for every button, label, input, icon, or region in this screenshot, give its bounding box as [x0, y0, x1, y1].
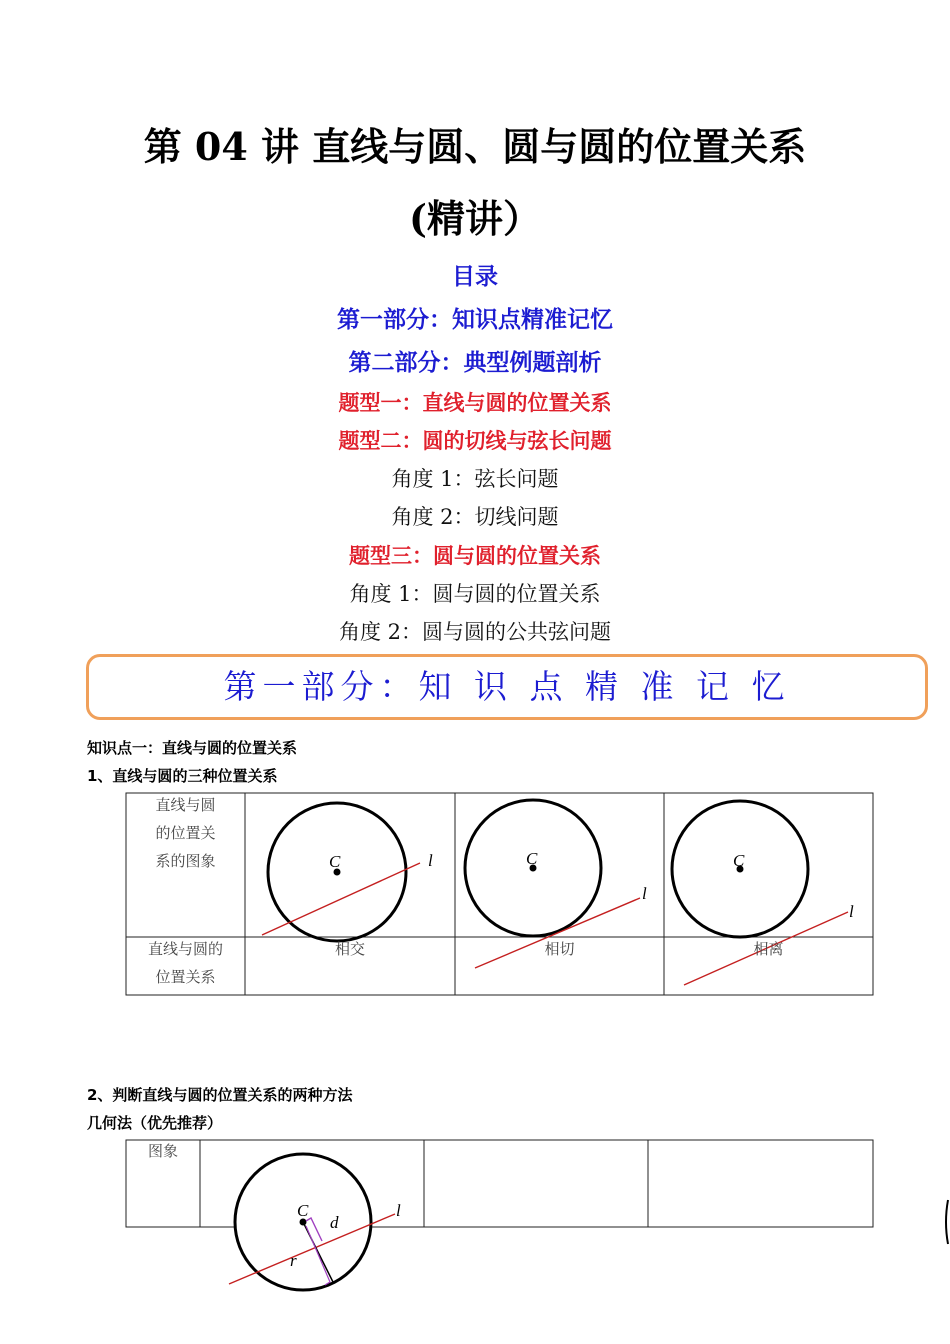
- row2-label: [126, 935, 245, 991]
- line-label: l: [428, 851, 433, 870]
- center-label: C: [733, 851, 745, 870]
- row1-label-line: 的位置关: [155, 824, 216, 842]
- geometric-method-diagram: [229, 1154, 401, 1290]
- toc-heading: 目录: [452, 263, 498, 290]
- section-banner: 第一部分：知 识 点 精 准 记 忆: [86, 654, 928, 720]
- page-title: 第 04 讲 直线与圆、圆与圆的位置关系: [143, 124, 807, 169]
- row2-label-line: 直线与圆的: [147, 940, 223, 958]
- center-label: C: [526, 849, 538, 868]
- row1-label-line: 系的图象: [155, 852, 216, 870]
- subheading-two-methods: 2、判断直线与圆的位置关系的两种方法: [87, 1086, 353, 1104]
- toc-type2-angle2-link[interactable]: 角度 2：切线问题: [391, 505, 559, 529]
- line-label: l: [396, 1201, 401, 1220]
- center-label: C: [297, 1201, 309, 1220]
- toc-type3-angle1-link[interactable]: 角度 1：圆与圆的位置关系: [349, 582, 601, 606]
- r-label: r: [290, 1251, 297, 1270]
- toc-type3-angle2-link[interactable]: 角度 2：圆与圆的公共弦问题: [338, 620, 612, 644]
- knowledge-point-heading: 知识点一：直线与圆的位置关系: [87, 739, 298, 757]
- toc-type2-link[interactable]: 题型二：圆的切线与弦长问题: [338, 428, 612, 453]
- relation-intersect: 相交: [334, 940, 365, 958]
- row2-label-line: 位置关系: [155, 968, 216, 986]
- page-subtitle: (精讲）: [409, 196, 541, 241]
- toc-type1-link[interactable]: 题型一：直线与圆的位置关系: [338, 390, 612, 415]
- row1-label-line: 直线与圆: [155, 796, 216, 814]
- edge-mark: [946, 1200, 948, 1244]
- toc-type3-link[interactable]: 题型三：圆与圆的位置关系: [349, 543, 601, 568]
- line-intersect: [262, 863, 420, 935]
- toc-part1-link[interactable]: 第一部分：知识点精准记忆: [337, 306, 613, 333]
- line-label: l: [849, 902, 854, 921]
- center-label: C: [329, 852, 341, 871]
- relation-separate: 相离: [753, 940, 784, 958]
- table2-row-label: 图象: [147, 1142, 178, 1160]
- subheading-geometric-method: 几何法（优先推荐）: [87, 1114, 223, 1132]
- subheading-three-relations: 1、直线与圆的三种位置关系: [87, 767, 278, 785]
- toc-part2-link[interactable]: 第二部分：典型例题剖析: [348, 349, 602, 376]
- row1-label: [126, 791, 245, 875]
- relation-tangent: 相切: [544, 940, 575, 958]
- line-label: l: [642, 884, 647, 903]
- toc-type2-angle1-link[interactable]: 角度 1：弦长问题: [391, 467, 559, 491]
- d-label: d: [330, 1213, 339, 1232]
- intersect-diagram: [262, 803, 433, 941]
